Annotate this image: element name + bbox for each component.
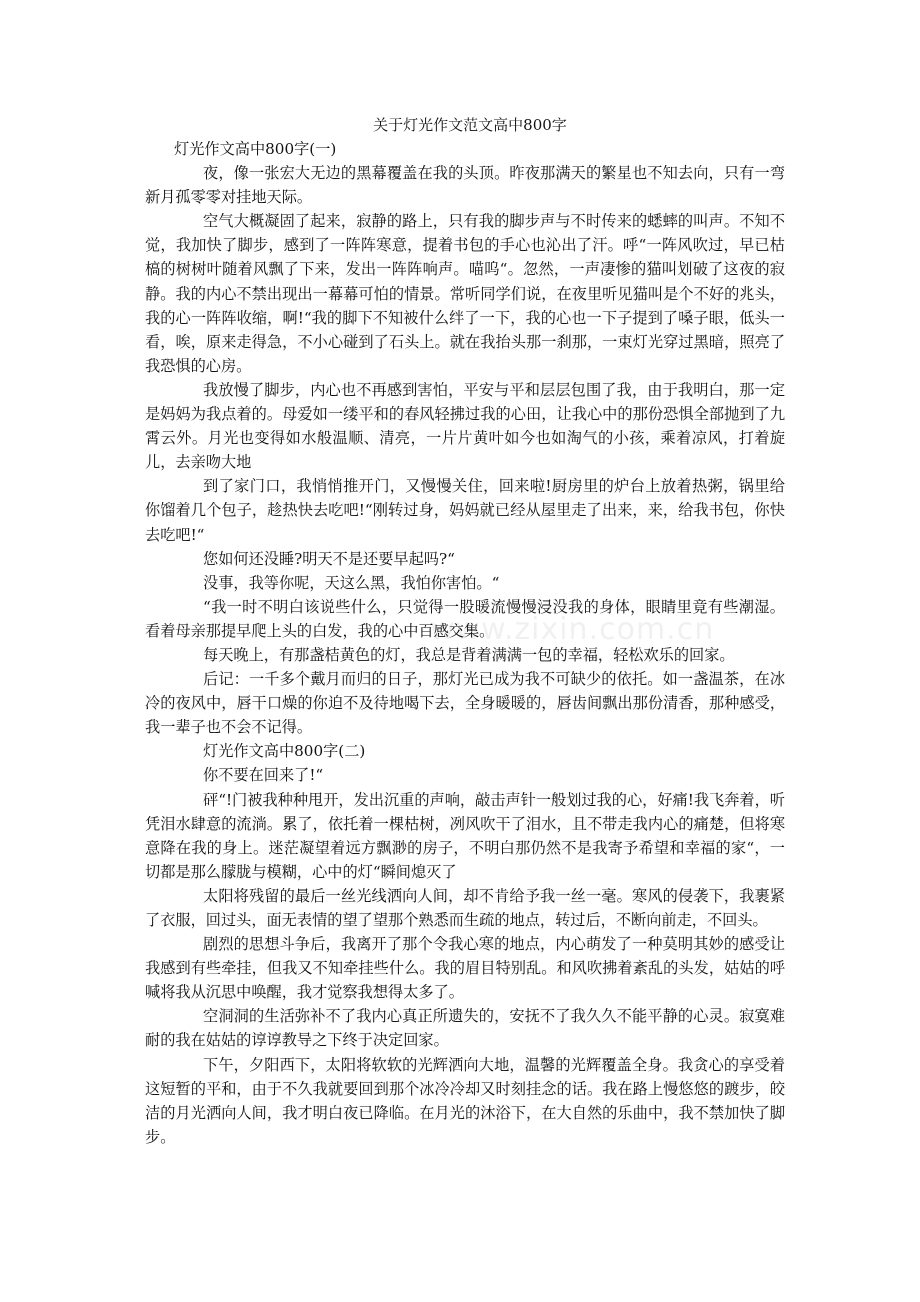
section-heading-2: 灯光作文高中800字(二) — [203, 742, 366, 761]
paragraph: 您如何还没睡?明天不是还要早起吗?“ — [203, 549, 455, 568]
paragraph: 你不要在回来了!“ — [203, 766, 324, 785]
paragraph: “我一时不明白该说些什么，只觉得一股暖流慢慢浸没我的身体，眼睛里竟有些潮湿。看着母亲那提早爬上头的白发，我的心中百感交集。 — [145, 597, 785, 640]
paragraph: 太阳将残留的最后一丝光线洒向人间，却不肯给予我一丝一毫。寒风的侵袭下，我裹紧了衣服，回过头，面无表情的望了望那个熟悉而生疏的地点，转过后，不断向前走，不回头。 — [145, 886, 785, 929]
section-heading: 灯光作文高中800字(一) — [174, 140, 337, 158]
paragraph: 下午，夕阳西下，太阳将软软的光辉洒向大地，温馨的光辉覆盖全身。我贪心的享受着这短暂的平和，由于不久我就要回到那个冰冷冷却又时刻挂念的话。我在路上慢悠悠的踱步，皎洁的月光洒向人间，我才明白夜已降临。在月光的沐浴下，在大自然的乐曲中，我不禁加快了脚步。 — [145, 1055, 785, 1146]
paragraph: 后记：一千多个戴月而归的日子，那灯光已成为我不可缺少的依托。如一盏温茶，在冰冷的夜风中，唇干口燥的你迫不及待地喝下去，全身暖暖的，唇齿间飘出那份清香，那种感受，我一辈子也不会不记得。 — [145, 670, 785, 737]
document-page — [145, 113, 785, 1149]
watermark: www.zixin.com.cn — [430, 612, 715, 647]
paragraph: 每天晚上，有那盏桔黄色的灯，我总是背着满满一包的幸福，轻松欢乐的回家。 — [203, 645, 735, 664]
paragraph: 我放慢了脚步，内心也不再感到害怕，平安与平和层层包围了我，由于我明白，那一定是妈妈为我点着的。母爱如一缕平和的春风轻拂过我的心田，让我心中的那份恐惧全部抛到了九霄云外。月光也变得如水般温顺、清亮，一片片黄叶如今也如淘气的小孩，乘着凉风，打着旋儿，去亲吻大地 — [145, 380, 785, 472]
paragraph: 剧烈的思想斗争后，我离开了那个令我心寒的地点，内心萌发了一种莫明其妙的感受让我感到有些牵挂，但我又不知牵挂些什么。我的眉目特别乱。和风吹拂着紊乱的头发，姑姑的呼喊将我从沉思中唤醒，我才觉察我想得太多了。 — [145, 935, 785, 1002]
paragraph: 夜，像一张宏大无边的黑幕覆盖在我的头顶。昨夜那满天的繁星也不知去向，只有一弯新月孤零零对挂地天际。 — [145, 164, 785, 207]
paragraph: 空洞洞的生活弥补不了我内心真正所遗失的，安抚不了我久久不能平静的心灵。寂寞难耐的我在姑姑的谆谆教导之下终于决定回家。 — [145, 1007, 785, 1050]
document-title: 关于灯光作文范文高中800字 — [373, 116, 567, 134]
paragraph: 空气大概凝固了起来，寂静的路上，只有我的脚步声与不时传来的蟋蟀的叫声。不知不觉，我加快了脚步，感到了一阵阵寒意，提着书包的手心也沁出了汗。呼“一阵风吹过，早已枯槁的树树叶随着风飘了下来，发出一阵阵响声。喵呜“。忽然，一声凄惨的猫叫划破了这夜的寂静。我的内心不禁出现出一幕幕可怕的情景。常听同学们说，在夜里听见猫叫是个不好的兆头，我的心一阵阵收缩，啊!“我的脚下不知被什么绊了一下，我的心也一下子提到了嗓子眼，低头一看，唉，原来走得急，不小心碰到了石头上。就在我抬头那一刹那，一束灯光穿过黑暗，照亮了我恐惧的心房。 — [145, 212, 785, 375]
paragraph: 砰“!门被我种种甩开，发出沉重的声响，敲击声针一般划过我的心，好痛!我飞奔着，听凭泪水肆意的流淌。累了，依托着一棵枯树，冽风吹干了泪水，且不带走我内心的痛楚，但将寒意降在我的身上。迷茫凝望着远方飘渺的房子，不明白那仍然不是我寄予希望和幸福的家“，一切都是那么朦胧与模糊，心中的灯“瞬间熄灭了 — [145, 790, 785, 881]
paragraph: 没事，我等你呢，天这么黑，我怕你害怕。“ — [203, 573, 500, 592]
paragraph: 到了家门口，我悄悄推开门，又慢慢关住，回来啦!厨房里的炉台上放着热粥，锅里给你馏着几个包子，趁热快去吃吧!“刚转过身，妈妈就已经从屋里走了出来，来，给我书包，你快去吃吧!“ — [145, 477, 785, 544]
